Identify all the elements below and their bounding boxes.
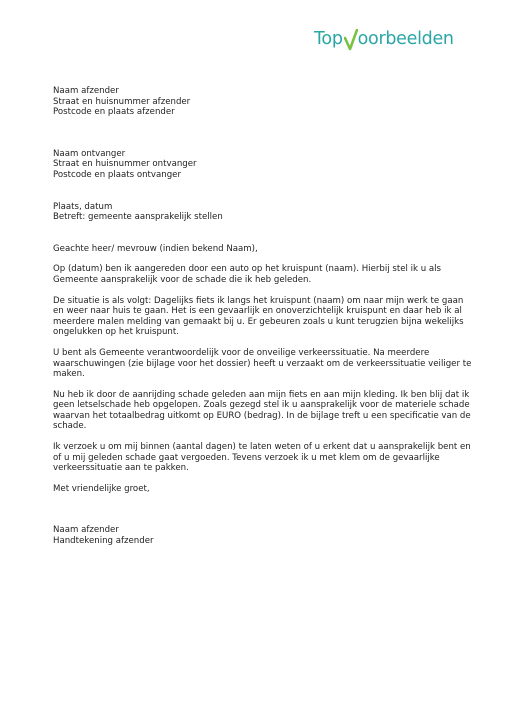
topvoorbeelden-logo [314,27,454,51]
letter-body [53,86,473,547]
place-date: Plaats, datum [53,201,113,212]
paragraph-2: De situatie is als volgt: Dagelijks fiets ik langs het kruispunt (naam) om naar mijn werk te gaan en weer naar huis te gaan. Het is een gevaarlijk en onoverzichtelijk kruispunt en daar heb ik al meerdere malen melding van gemaakt bij u. Er gebeuren zoals u kunt terugzien bijna wekelijks ongelukken op het kruispunt. [53,295,464,338]
signature-line: Handtekening afzender [53,536,154,547]
sender-name: Naam afzender [53,86,119,96]
closing: Met vriendelijke groet, [53,483,150,494]
meta-block [53,202,473,223]
checkmark-v-icon [344,31,358,51]
paragraph-3: U bent als Gemeente verantwoordelijk voor de onveilige verkeerssituatie. Na meerdere waarschuwingen (zie bijlage voor het dossier) heeft u verzaakt om de verkeerssituatie veiliger te maken. [53,347,472,380]
sender-street: Straat en huisnummer afzender [53,96,191,107]
subject-line: Betreft: gemeente aansprakelijk stellen [53,212,223,223]
sender-postcode: Postcode en plaats afzender [53,107,175,118]
salutation: Geachte heer/ mevrouw (indien bekend Naam), [53,243,258,254]
paragraph-1: Op (datum) ben ik aangereden door een auto op het kruispunt (naam). Hierbij stel ik u als Gemeente aansprakelijk voor de schade die ik heb geleden. [53,264,442,285]
logo-text-rest: oorbeelden [357,29,454,49]
signature-block [53,525,473,546]
paragraph-5: Ik verzoek u om mij binnen (aantal dagen) te laten weten of u erkent dat u aansprakelijk bent en of u mij geleden schade gaat vergoeden. Tevens verzoek ik u met klem om de gevaarlijke verkeerssituatie aan te pakken. [53,442,471,474]
signature-name: Naam afzender [53,525,119,536]
logo-text-top: Top [314,29,343,49]
sender-address [53,86,473,118]
recipient-street: Straat en huisnummer ontvanger [53,159,197,170]
recipient-postcode: Postcode en plaats ontvanger [53,169,182,180]
recipient-address [53,149,473,181]
paragraph-4: Nu heb ik door de aanrijding schade geleden aan mijn fiets en aan mijn kleding. Ik ben blij dat ik geen letselschade heb opgelopen. Zoals gezegd stel ik u aansprakelijk voor de materiele schade waarvan het totaalbedrag uitkomt op EURO (bedrag). In de bijlage treft u een specificatie van de schade. [53,389,471,432]
recipient-name: Naam ontvanger [53,148,126,159]
